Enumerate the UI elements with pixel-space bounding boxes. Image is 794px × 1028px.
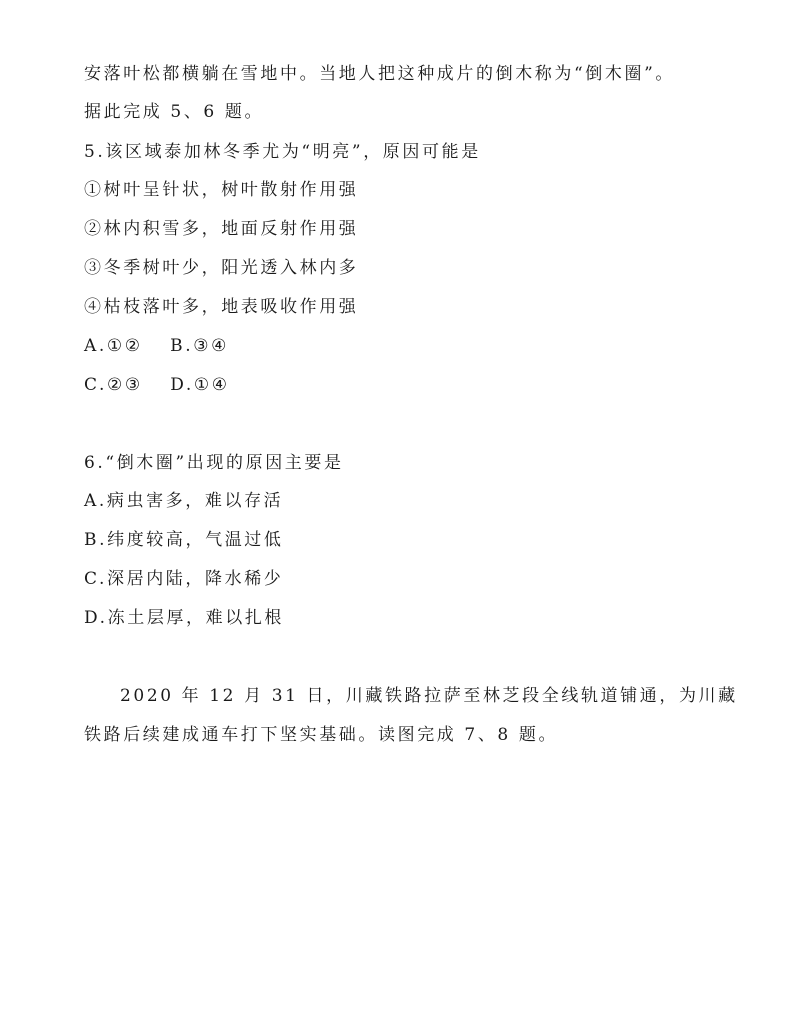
q6-option-d: D.冻土层厚，难以扎根	[84, 608, 285, 628]
q5-statement-2: ②林内积雪多，地面反射作用强	[84, 219, 359, 239]
q5-statement-4: ④枯枝落叶多，地表吸收作用强	[84, 297, 359, 317]
question-6-stem: 6.“倒木圈”出现的原因主要是	[84, 453, 344, 473]
q6-option-a: A.病虫害多，难以存活	[84, 491, 284, 511]
intro-line-1: 安落叶松都横躺在雪地中。当地人把这种成片的倒木称为“倒木圈”。	[84, 64, 675, 84]
intro-line-2: 据此完成 5、6 题。	[84, 102, 265, 122]
q6-option-b: B.纬度较高，气温过低	[84, 530, 284, 550]
q6-option-c: C.深居内陆，降水稀少	[84, 569, 284, 589]
passage-line-1: 2020 年 12 月 31 日，川藏铁路拉萨至林芝段全线轨道铺通，为川藏	[120, 686, 738, 706]
q5-statement-1: ①树叶呈针状，树叶散射作用强	[84, 180, 359, 200]
passage-line-2: 铁路后续建成通车打下坚实基础。读图完成 7、8 题。	[84, 725, 559, 745]
question-5-stem: 5.该区域泰加林冬季尤为“明亮”，原因可能是	[84, 142, 481, 162]
q5-options-row-1: A.①② B.③④	[84, 336, 229, 356]
q5-statement-3: ③冬季树叶少，阳光透入林内多	[84, 258, 359, 278]
q5-options-row-2: C.②③ D.①④	[84, 375, 230, 395]
